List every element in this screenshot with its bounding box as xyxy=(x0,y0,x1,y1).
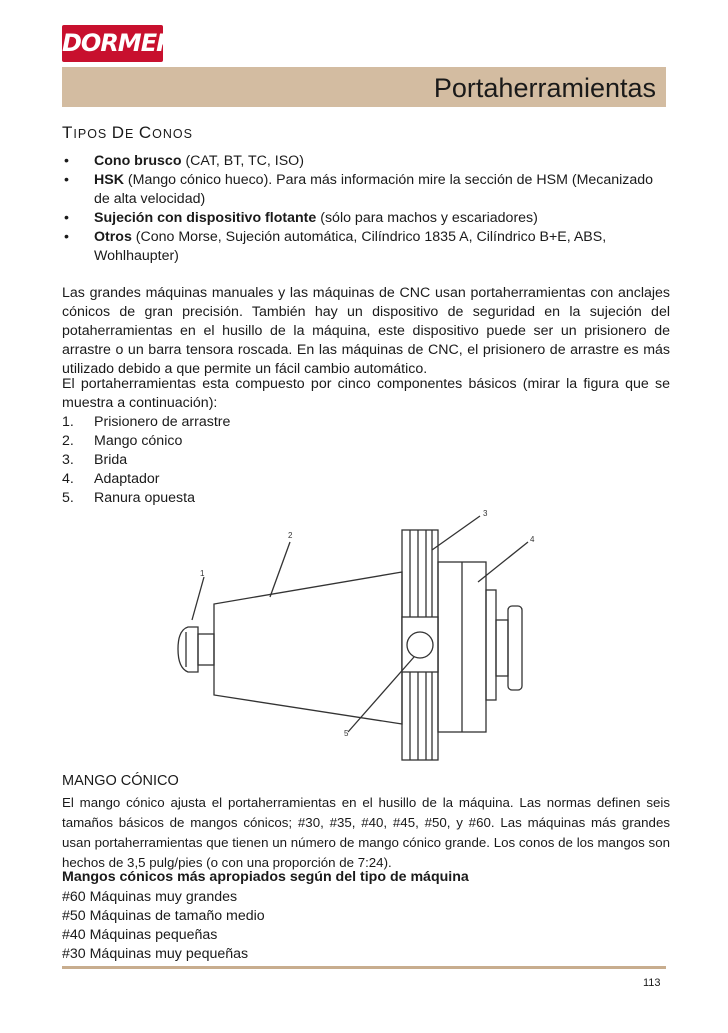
components-list xyxy=(62,413,230,508)
list-item: #30 Máquinas muy pequeñas xyxy=(62,946,249,962)
list-item: • Cono brusco (CAT, BT, TC, ISO) xyxy=(64,153,304,169)
section-title: TIPOS DE CONOS xyxy=(62,123,193,142)
footer-rule xyxy=(62,966,666,969)
list-item: 3. Brida xyxy=(62,452,128,468)
list-item: • Sujeción con dispositivo flotante (sólo para machos y escariadores) xyxy=(64,210,538,226)
list-item: 1. Prisionero de arrastre xyxy=(62,414,231,430)
list-item: 2. Mango cónico xyxy=(62,433,183,449)
figure-label-4: 4 xyxy=(530,535,535,544)
dormer-logo xyxy=(62,25,174,62)
retention-knob-neck xyxy=(198,634,214,665)
figure-label-1: 1 xyxy=(200,569,205,578)
components-paragraph: El portaherramientas esta compuesto por cinco componentes básicos (mirar la figura que se muestra a continuación): xyxy=(62,376,670,411)
mango-subheading: Mangos cónicos más apropiados según del tipo de máquina xyxy=(62,869,469,885)
taper-shape xyxy=(214,572,402,724)
list-item: 5. Ranura opuesta xyxy=(62,490,195,506)
intro-paragraph: Las grandes máquinas manuales y las máquinas de CNC usan portaherramientas con anclajes cónicos de gran precisión. También hay un dispositivo de seguridad en la sujeción del potaherramientas en el husillo de la máquina, este dispositivo puede ser un prisionero de arrastre o un barra tensora roscada. En las máquinas de CNC, el prisionero de arrastre es más utilizado debido a que permite un fácil cambio automático. xyxy=(62,285,670,377)
page-number: 113 xyxy=(643,977,661,989)
figure-label-3: 3 xyxy=(483,509,488,518)
cone-types-list xyxy=(62,152,672,266)
retention-knob-shape xyxy=(178,627,198,672)
list-item: #40 Máquinas pequeñas xyxy=(62,927,218,943)
figure-label-2: 2 xyxy=(288,531,293,540)
mango-paragraph: El mango cónico ajusta el portaherramientas en el husillo de la máquina. Las normas definen seis tamaños básicos de mangos cónicos; #30, #35, #40, #45, #50, y #60. Las máquinas más grandes usan portaherramientas que tienen un número de mango cónico grande. Los conos de los mangos son hechos de 3,5 pulg/pies (o con una proporción de 7:24). xyxy=(62,795,670,870)
machine-list xyxy=(62,888,265,964)
list-item: #60 Máquinas muy grandes xyxy=(62,889,238,905)
list-item: 4. Adaptador xyxy=(62,471,160,487)
figure-label-5: 5 xyxy=(344,729,349,738)
list-item: #50 Máquinas de tamaño medio xyxy=(62,908,265,924)
logo-text: DORMER xyxy=(62,29,174,57)
list-item: • HSK (Mango cónico hueco). Para más información mire la sección de HSM (Mecanizado de alta velocidad) xyxy=(64,172,654,207)
list-item: • Otros (Cono Morse, Sujeción automática, Cilíndrico 1835 A, Cilíndrico B+E, ABS, Wohlhaupter) xyxy=(64,229,607,264)
page-title: Portaherramientas xyxy=(433,73,656,103)
header-band xyxy=(62,67,666,107)
mango-section-title: MANGO CÓNICO xyxy=(62,773,179,789)
toolholder-diagram xyxy=(170,502,550,764)
